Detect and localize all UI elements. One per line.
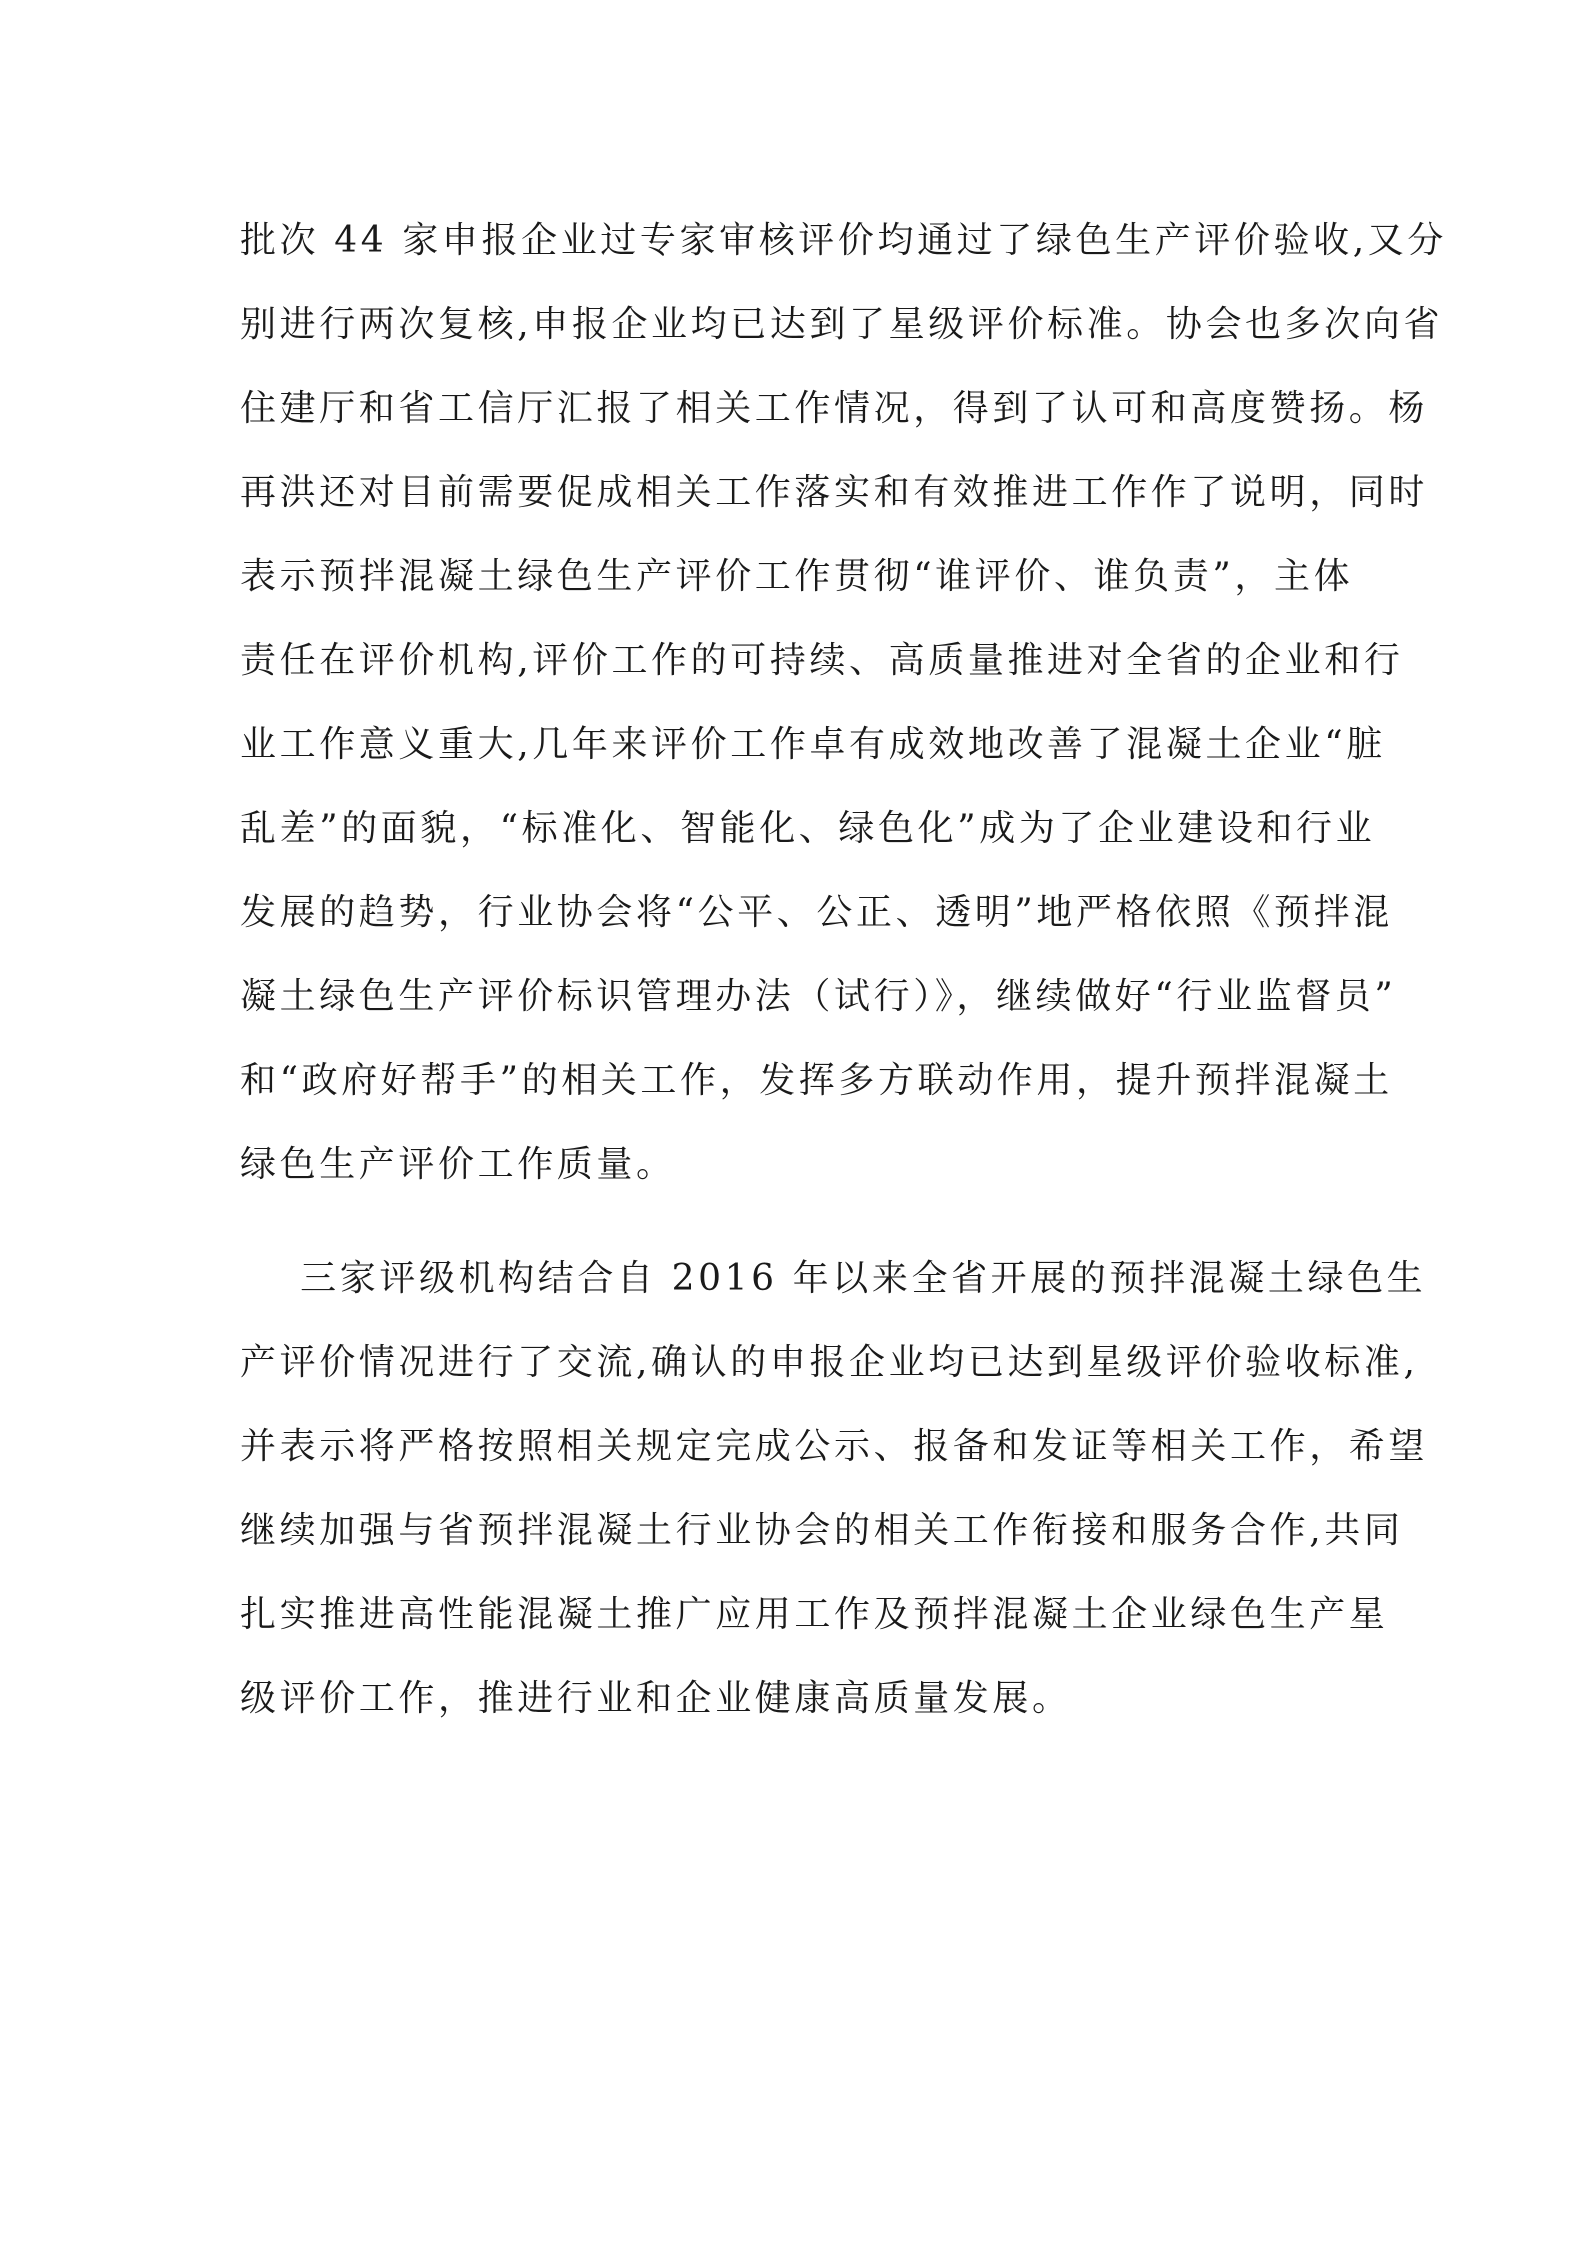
text-line: 凝土绿色生产评价标识管理办法（试行）》，继续做好“行业监督员” — [240, 976, 1397, 1017]
paragraph-1 — [240, 199, 1447, 1207]
paragraph-2 — [240, 1237, 1429, 1741]
text-line: 继续加强与省预拌混凝土行业协会的相关工作衔接和服务合作,共同 — [240, 1510, 1404, 1551]
text-line: 产评价情况进行了交流,确认的申报企业均已达到星级评价验收标准, — [240, 1342, 1419, 1383]
text-line: 绿色生产评价工作质量。 — [240, 1144, 676, 1185]
text-line: 和“政府好帮手”的相关工作，发挥多方联动作用，提升预拌混凝土 — [240, 1060, 1393, 1101]
text-line: 批次 44 家申报企业过专家审核评价均通过了绿色生产评价验收,又分 — [240, 220, 1447, 261]
text-line: 住建厅和省工信厅汇报了相关工作情况，得到了认可和高度赞扬。杨 — [240, 388, 1429, 429]
text-line: 并表示将严格按照相关规定完成公示、报备和发证等相关工作，希望 — [240, 1426, 1429, 1467]
text-line: 表示预拌混凝土绿色生产评价工作贯彻“谁评价、谁负责”，主体 — [240, 556, 1354, 597]
text-line: 乱差”的面貌，“标准化、智能化、绿色化”成为了企业建设和行业 — [240, 808, 1376, 849]
text-line: 发展的趋势，行业协会将“公平、公正、透明”地严格依照《预拌混 — [240, 892, 1393, 933]
text-line: 扎实推进高性能混凝土推广应用工作及预拌混凝土企业绿色生产星 — [240, 1594, 1389, 1635]
paragraph-spacer — [240, 1207, 1360, 1237]
text-line: 责任在评价机构,评价工作的可持续、高质量推进对全省的企业和行 — [240, 640, 1404, 681]
text-line: 再洪还对目前需要促成相关工作落实和有效推进工作作了说明，同时 — [240, 472, 1429, 513]
text-line: 三家评级机构结合自 2016 年以来全省开展的预拌混凝土绿色生 — [240, 1258, 1427, 1299]
text-line: 别进行两次复核,申报企业均已达到了星级评价标准。协会也多次向省 — [240, 304, 1444, 345]
text-line: 级评价工作，推进行业和企业健康高质量发展。 — [240, 1678, 1072, 1719]
body-text — [240, 199, 1447, 1741]
text-line: 业工作意义重大,几年来评价工作卓有成效地改善了混凝土企业“脏 — [240, 724, 1386, 765]
